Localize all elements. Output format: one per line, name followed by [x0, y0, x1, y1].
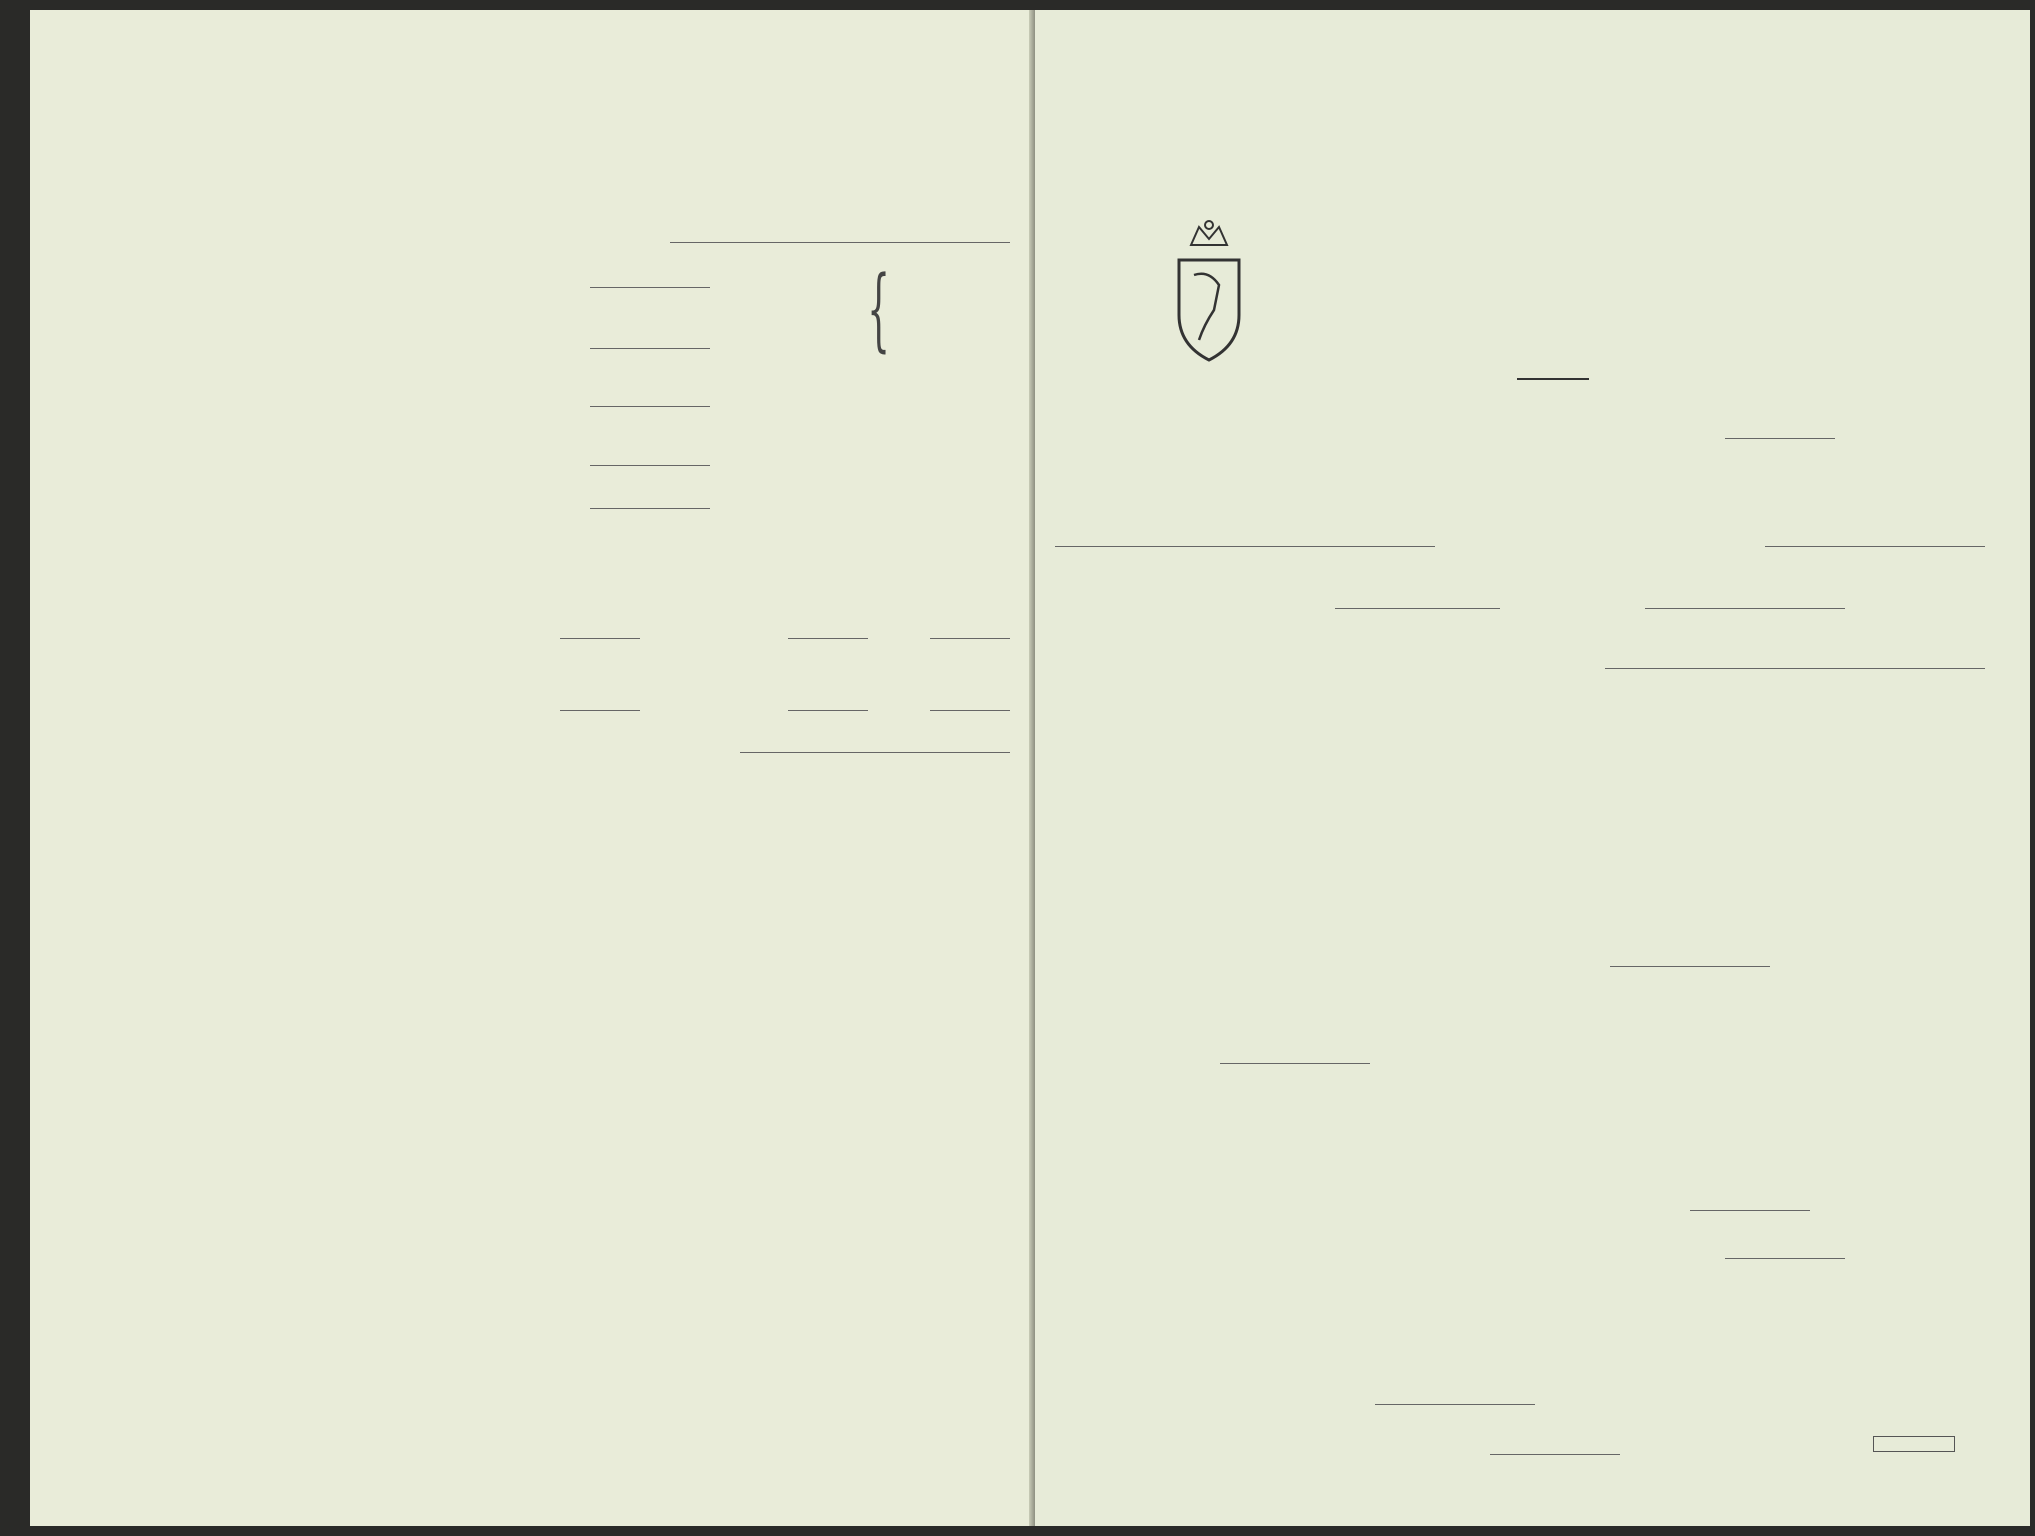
- rooms-ordinary-line: [590, 348, 710, 349]
- printer-stamp: [1873, 1436, 1955, 1452]
- rooms-maid-line: [590, 406, 710, 407]
- angi-answer-line: [670, 242, 1010, 243]
- coat-of-arms-icon: [1169, 215, 1249, 365]
- title-rule: [1517, 378, 1589, 380]
- left-page: [30, 10, 1035, 1526]
- rooms-summer-line: [590, 465, 710, 466]
- rooms-total-line: [590, 508, 710, 509]
- right-page: [1035, 10, 2030, 1526]
- brace-icon: {: [867, 257, 891, 362]
- rooms-kitchens-line: [590, 287, 710, 288]
